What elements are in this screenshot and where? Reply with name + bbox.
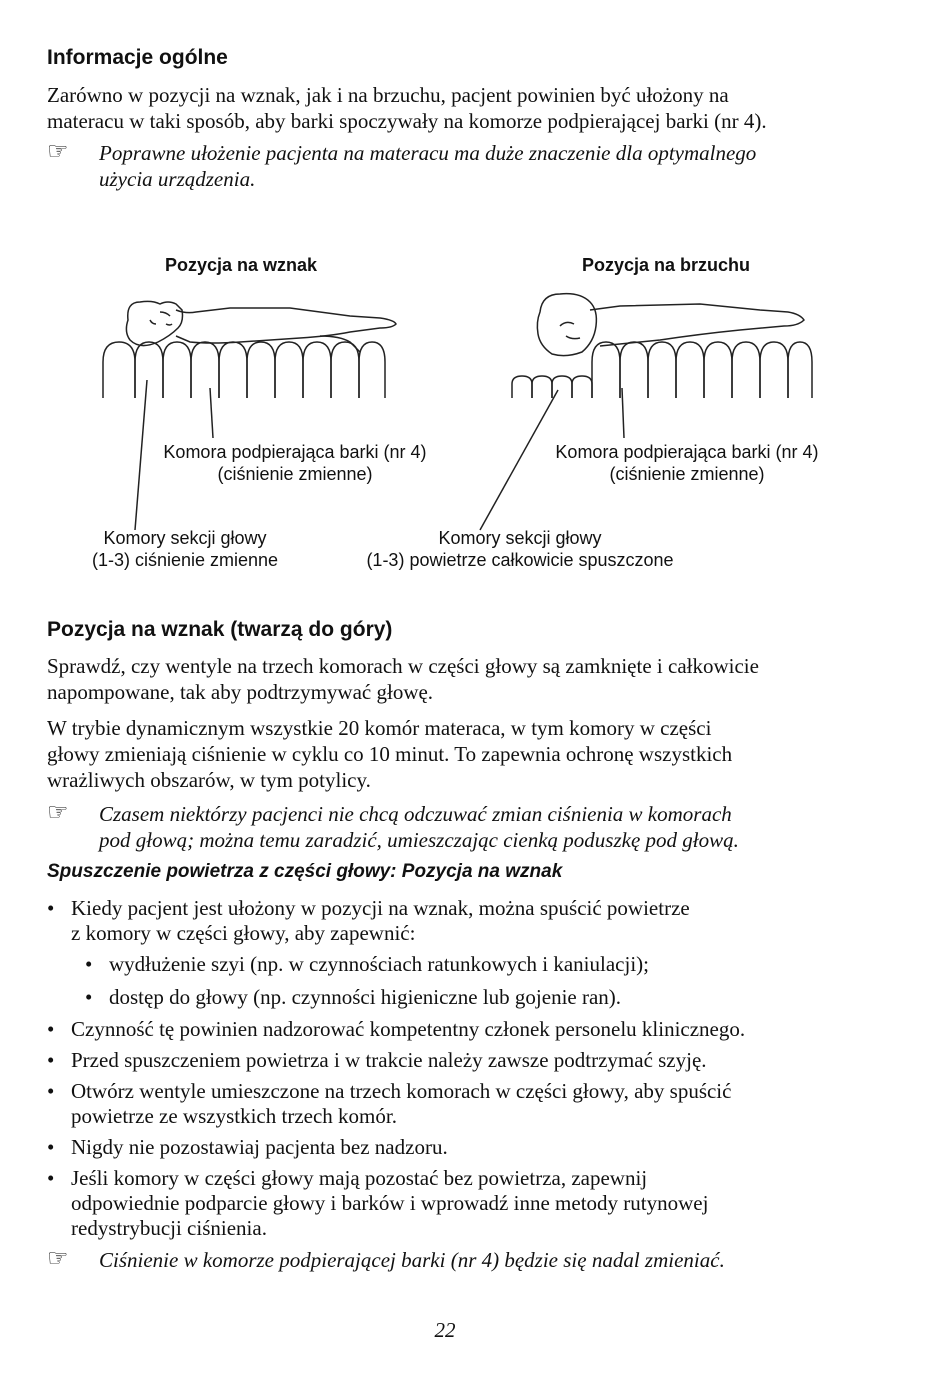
note-supine [47,801,907,853]
text-line: z komory w części głowy, aby zapewnić: [71,921,416,945]
text-line: Nigdy nie pozostawiaj pacjenta bez nadzoru. [71,1135,448,1159]
text-line: dostęp do głowy (np. czynności higieniczne lub gojenie ran). [109,985,622,1009]
text-line: Kiedy pacjent jest ułożony w pozycji na wznak, można spuścić powietrze [71,896,690,920]
bullet-icon: • [47,1048,55,1072]
bullet-icon: • [47,896,55,920]
supine-para1 [47,653,907,705]
subheading-deflate: Spuszczenie powietrza z części głowy: Pozycja na wznak [47,861,563,882]
text-line: pod głową; można temu zaradzić, umieszczając cienką poduszkę pod głową. [99,828,739,852]
heading-general: Informacje ogólne [47,46,228,69]
text-line: Komora podpierająca barki (nr 4) [555,442,819,462]
note-final [47,1247,907,1273]
text-line: Sprawdź, czy wentyle na trzech komorach w części głowy są zamknięte i całkowicie [47,654,759,678]
leader-supine-shoulder [210,388,213,438]
text-line: głowy zmieniają ciśnienie w cyklu co 10 minut. To zapewnia ochronę wszystkich [47,742,733,766]
supine-patient [126,301,396,352]
text-line: Jeśli komory w części głowy mają pozostać bez powietrza, zapewnij [71,1166,648,1190]
text-line: użycia urządzenia. [99,167,256,191]
list-item [47,1017,907,1042]
text-line: Czynność tę powinien nadzorować kompetentny członek personelu klinicznego. [71,1017,746,1041]
supine-para2 [47,715,907,793]
text-line: wrażliwych obszarów, w tym potylicy. [47,768,371,792]
pointing-hand-icon: ☞ [47,1246,69,1272]
page-number: 22 [434,1318,456,1342]
supine-title: Pozycja na wznak [165,255,318,275]
prone-shoulder-label [522,441,852,485]
text-line: W trybie dynamicznym wszystkie 20 komór materaca, w tym komory w części [47,716,712,740]
text-line: napompowane, tak aby podtrzymywać głowę. [47,680,434,704]
bullet-icon: • [47,1135,55,1159]
text-line: Poprawne ułożenie pacjenta na materacu ma duże znaczenie dla optymalnego [99,141,757,165]
text-line: (ciśnienie zmienne) [217,464,373,484]
supine-shoulder-label [130,441,460,485]
list-item [47,1135,907,1160]
text-line: powietrze ze wszystkich trzech komór. [71,1104,397,1128]
list-item [47,896,907,946]
list-item [47,1166,907,1241]
prone-mattress [512,342,812,398]
list-item [47,1079,907,1129]
text-line: (ciśnienie zmienne) [609,464,765,484]
text-line: redystrybucji ciśnienia. [71,1216,267,1240]
text-line: Czasem niektórzy pacjenci nie chcą odczuwać zmian ciśnienia w komorach [99,802,732,826]
list-item [85,985,907,1010]
prone-head-label [330,527,710,571]
bullet-icon: • [47,1017,55,1041]
pointing-hand-icon: ☞ [47,139,69,165]
text-line: Komory sekcji głowy [103,528,267,548]
text-line: wydłużenie szyi (np. w czynnościach ratunkowych i kaniulacji); [109,952,649,976]
deflate-list [47,896,907,1247]
bullet-icon: • [47,1166,55,1190]
bullet-icon: • [85,985,93,1009]
supine-head-label [60,527,310,571]
text-line: Ciśnienie w komorze podpierającej barki (nr 4) będzie się nadal zmieniać. [99,1248,725,1272]
text-line: Komora podpierająca barki (nr 4) [163,442,427,462]
bullet-icon: • [47,1079,55,1103]
text-line: Przed spuszczeniem powietrza i w trakcie należy zawsze podtrzymać szyję. [71,1048,707,1072]
prone-title: Pozycja na brzuchu [582,255,751,275]
list-item [47,1048,907,1073]
general-paragraph [47,82,907,134]
text-line: materacu w taki sposób, aby barki spoczywały na komorze podpierającej barki (nr 4). [47,109,767,133]
leader-prone-shoulder [622,388,624,438]
supine-mattress [103,342,385,398]
heading-supine: Pozycja na wznak (twarzą do góry) [47,618,393,641]
text-line: (1-3) ciśnienie zmienne [91,550,279,570]
text-line: Zarówno w pozycji na wznak, jak i na brzuchu, pacjent powinien być ułożony na [47,83,729,107]
text-line: Otwórz wentyle umieszczone na trzech komorach w części głowy, aby spuścić [71,1079,732,1103]
text-line: (1-3) powietrze całkowicie spuszczone [366,550,674,570]
bullet-icon: • [85,952,93,976]
note-general [47,140,907,192]
list-item [85,952,907,977]
text-line: odpowiednie podparcie głowy i barków i wprowadź inne metody rutynowej [71,1191,709,1215]
pointing-hand-icon: ☞ [47,800,69,826]
text-line: Komory sekcji głowy [438,528,602,548]
